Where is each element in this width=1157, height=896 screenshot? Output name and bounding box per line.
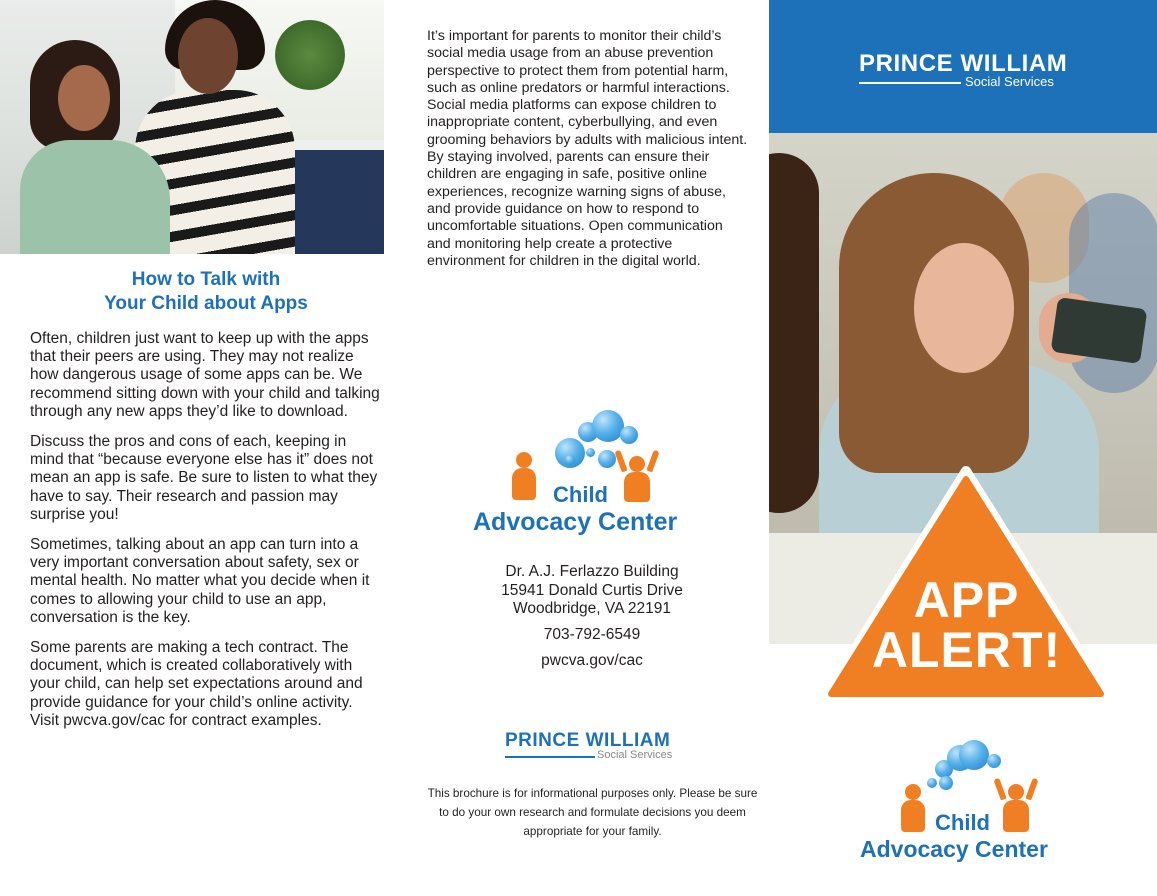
child-figure-icon [899, 784, 929, 834]
child-advocacy-center-logo [473, 410, 750, 540]
body-text [30, 330, 380, 742]
prince-william-logo [859, 50, 1068, 89]
paragraph: Discuss the pros and cons of each, keeping in mind that “because everyone else has it” does not mean an app is safe. Be sure to listen to what they have to say. Their research and passion may surprise you! [30, 433, 378, 523]
header-band [769, 0, 1157, 133]
website-link: pwcva.gov/cac [541, 652, 643, 669]
logo-subtitle: Social Services [965, 74, 1054, 89]
left-panel [0, 0, 385, 896]
alert-line-1: APP [913, 572, 1020, 628]
city-state-zip: Woodbridge, VA 22191 [513, 600, 671, 617]
parent-child-photo [0, 0, 384, 254]
prince-william-logo-small [505, 730, 685, 761]
paragraph: Often, children just want to keep up with the apps that their peers are using. They may not realize how dangerous usage of some apps can be. We recommend sitting down with your child and talking through any new apps they’d like to download. [30, 330, 380, 420]
address-block [385, 563, 799, 619]
street-address: 15941 Donald Curtis Drive [501, 581, 683, 599]
middle-panel [385, 0, 769, 896]
building-name: Dr. A.J. Ferlazzo Building [505, 563, 679, 580]
heading-line-1: How to Talk with [131, 269, 281, 290]
app-alert-title [819, 572, 1114, 678]
child-figure-icon [618, 450, 658, 502]
logo-line-2: Advocacy Center [860, 836, 1048, 862]
heading-line-2: Your Child about Apps [104, 293, 308, 314]
alert-line-2: ALERT! [871, 622, 1062, 678]
logo-subtitle: Social Services [597, 749, 673, 761]
logo-name: PRINCE WILLIAM [859, 50, 1068, 77]
paragraph: Sometimes, talking about an app can turn into a very important conversation about safety, sex or mental health. No matter what you decide when it comes to allowing your child to use an app, conversation is the key. [30, 536, 370, 626]
right-panel [769, 0, 1157, 896]
section-heading [0, 268, 412, 316]
logo-line-1: Child [553, 482, 608, 507]
child-figure-icon [997, 778, 1037, 832]
paragraph: Some parents are making a tech contract. The document, which is created collaboratively with your child, can help set expectations around and provide guidance for your child’s online activity. Visit pwcva.gov/cac for contract examples. [30, 639, 363, 729]
intro-paragraph: It’s important for parents to monitor their child’s social media usage from an abuse prevention perspective to protect them from potential harm, such as online predators or harmful interactions. Social media platforms can expose children to inappropriate content, cyberbullying, and even grooming behaviors by adults with malicious intent. By staying involved, parents can ensure their children are engaging in safe, positive online experiences, recognize warning signs of abuse, and provide guidance on how to respond to uncomfortable situations. Open communication and monitoring help create a protective environment for children in the digital world. [427, 28, 748, 269]
disclaimer: This brochure is for informational purposes only. Please be sure to do your own research and formulate decisions you deem appropriate for your family. [427, 787, 758, 838]
child-advocacy-center-logo [860, 740, 1139, 870]
logo-name: PRINCE WILLIAM [505, 730, 671, 751]
phone-number: 703-792-6549 [543, 626, 641, 643]
child-figure-icon [510, 452, 540, 502]
logo-line-2: Advocacy Center [473, 508, 678, 536]
logo-line-1: Child [935, 810, 990, 835]
